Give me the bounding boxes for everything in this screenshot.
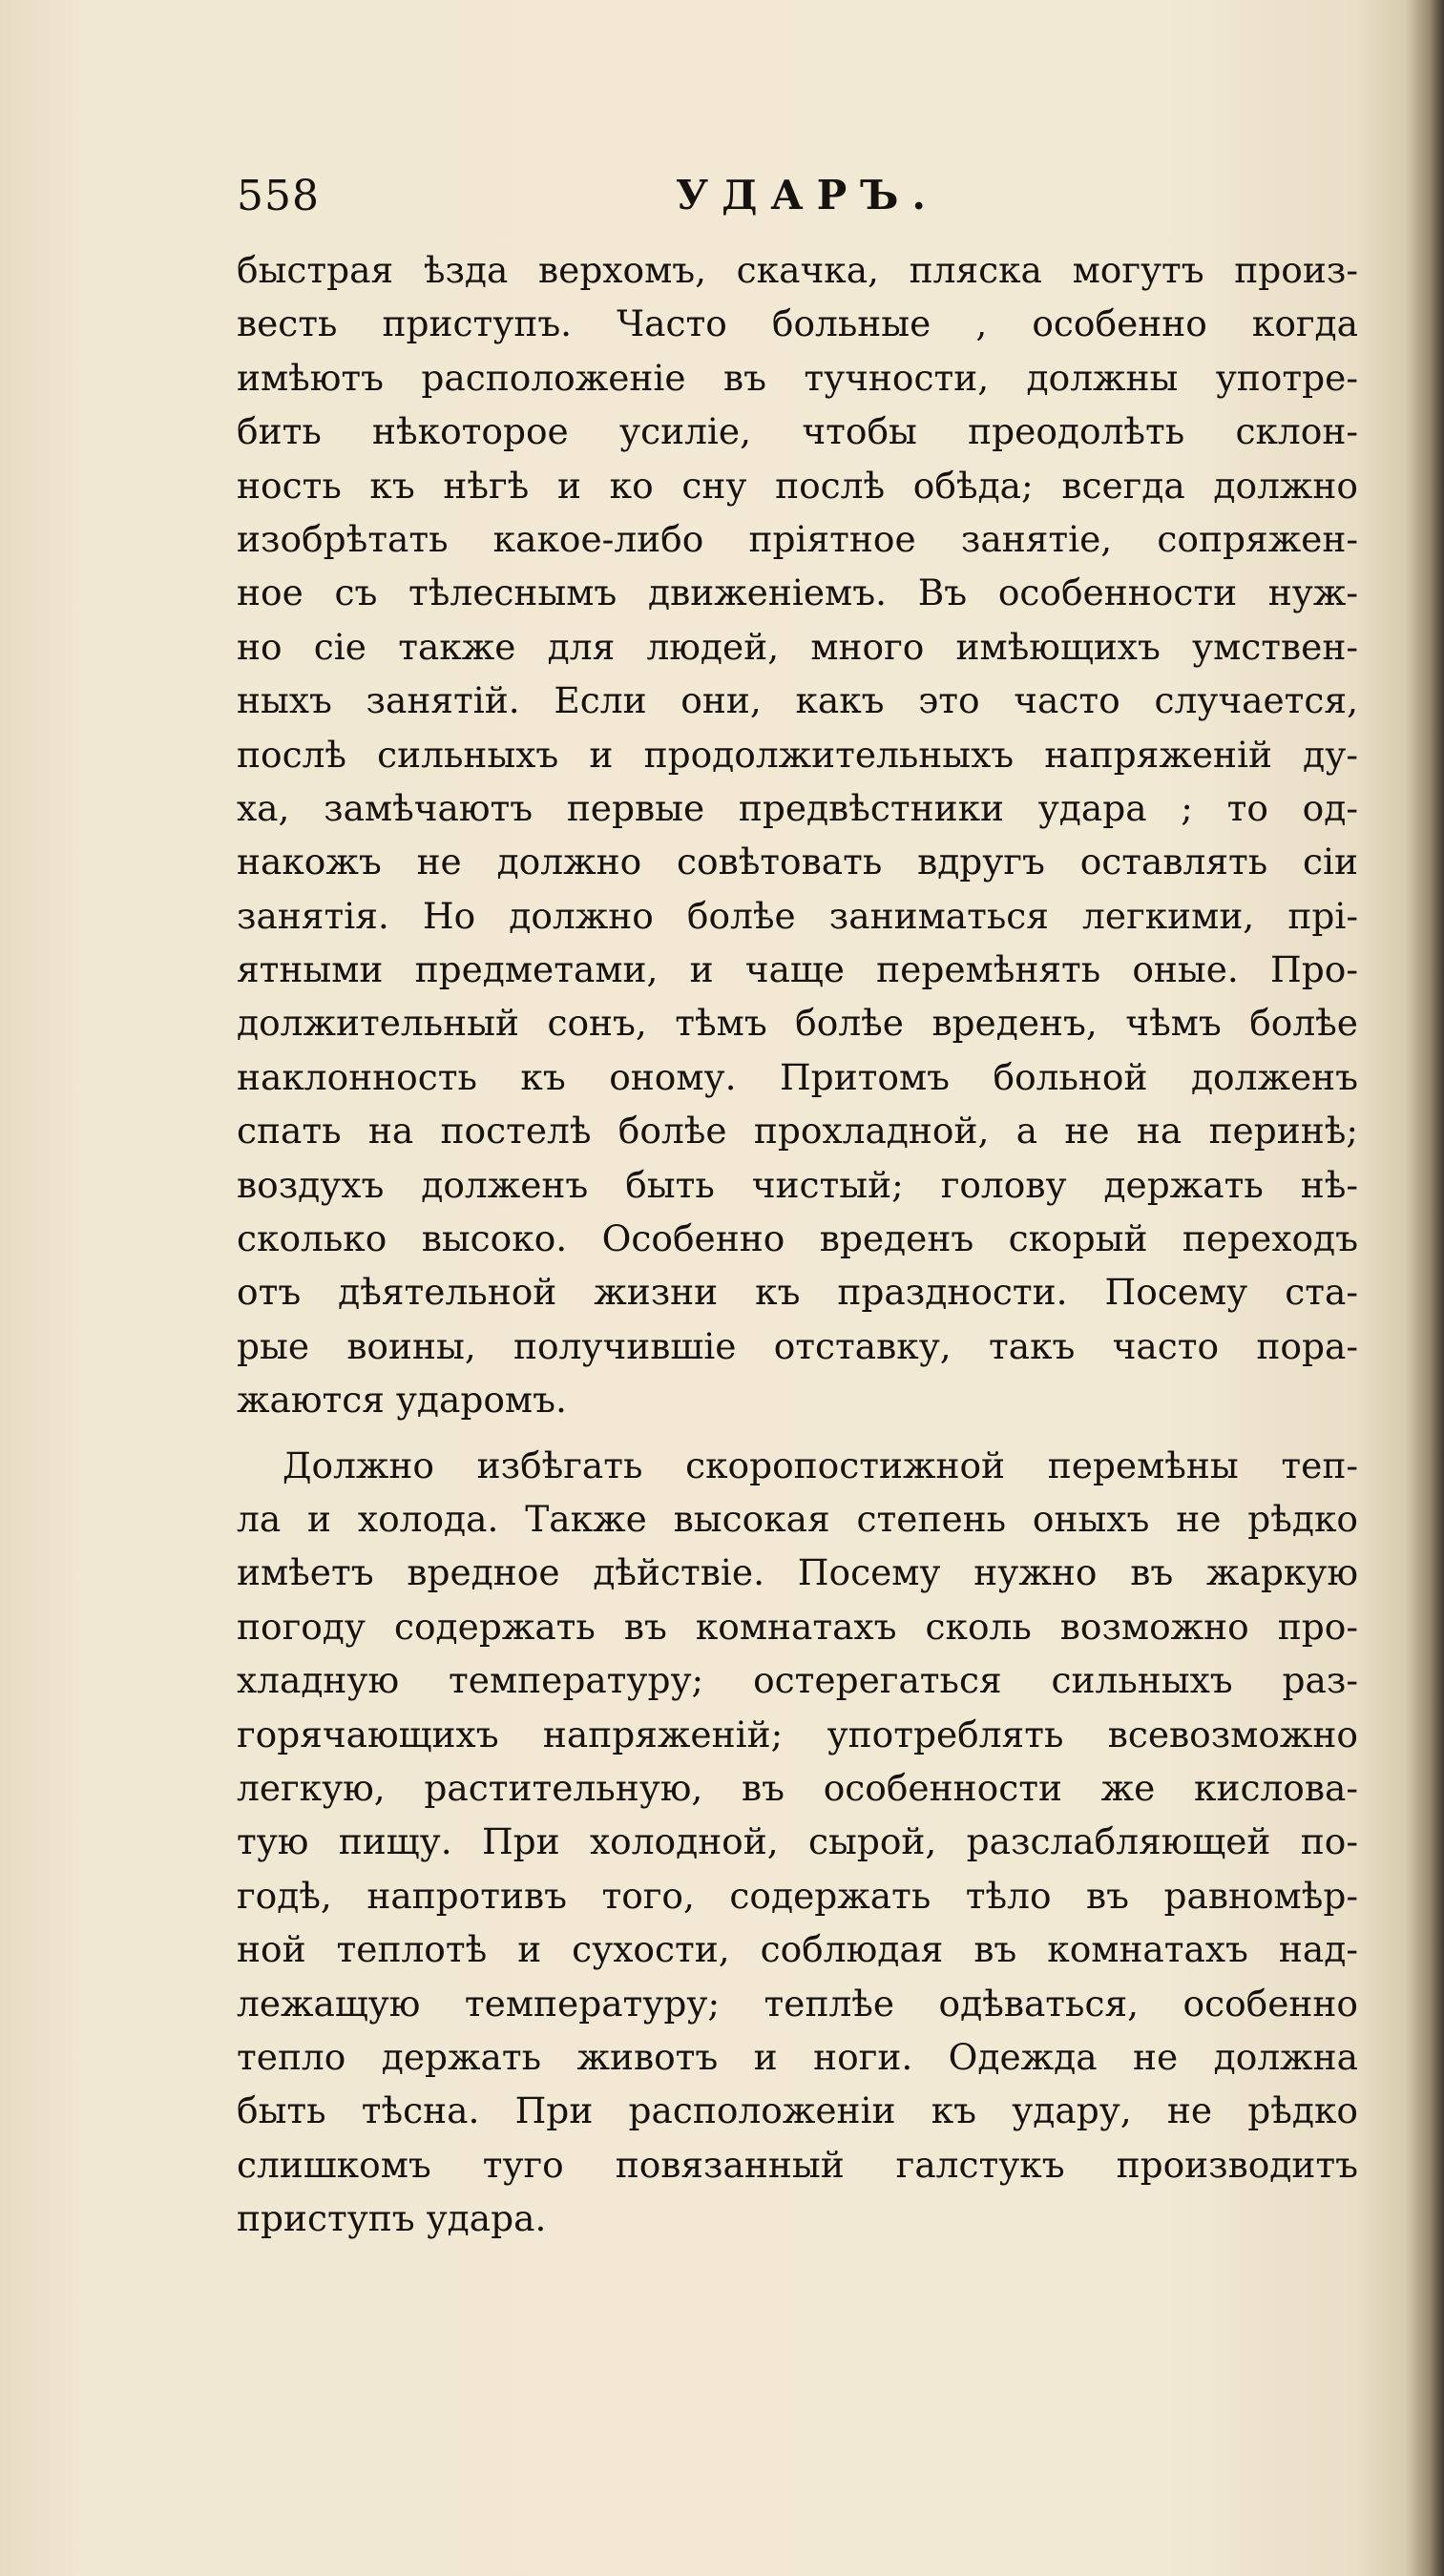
text-line: горячающихъ напряженiй; употреблять всевозможно	[237, 1713, 1358, 1755]
text-line: весть приступъ. Часто больные , особенно когда	[237, 302, 1358, 345]
text-line: ность къ нѣгѣ и ко сну послѣ обѣда; всегда должно	[237, 464, 1358, 507]
page-header	[237, 172, 1191, 229]
text-line: ла и холода. Также высокая степень оныхъ не рѣдко	[237, 1497, 1358, 1540]
text-line: тую пищу. При холодной, сырой, разслабляющей по-	[237, 1820, 1358, 1863]
running-title: УДАРЪ.	[676, 172, 940, 218]
text-line: ной теплотѣ и сухости, соблюдая въ комнатахъ над-	[237, 1928, 1358, 1971]
text-line: отъ дѣятельной жизни къ праздности. Посему ста-	[237, 1271, 1358, 1314]
text-line: легкую, растительную, въ особенности же кислова-	[237, 1766, 1358, 1809]
text-line: рые воины, получившiе отставку, такъ часто пора-	[237, 1324, 1358, 1367]
text-line: занятiя. Но должно болѣе заниматься легкими, прi-	[237, 894, 1358, 937]
text-line: ныхъ занятiй. Если они, какъ это часто случается,	[237, 679, 1358, 722]
text-line: жаются ударомъ.	[237, 1379, 567, 1422]
text-line: имѣютъ расположенiе въ тучности, должны употре-	[237, 356, 1358, 399]
text-line: наклонность къ оному. Притомъ больной долженъ	[237, 1055, 1358, 1098]
text-line: ное съ тѣлеснымъ движенiемъ. Въ особенности нуж-	[237, 571, 1358, 614]
text-line: ятными предметами, и чаще перемѣнять оные. Про-	[237, 948, 1358, 991]
text-line: слишкомъ туго повязанный галстукъ производитъ	[237, 2143, 1358, 2186]
text-line: должительный сонъ, тѣмъ болѣе вреденъ, чѣмъ болѣе	[237, 1002, 1358, 1045]
text-line: лежащую температуру; теплѣе одѣваться, особенно	[237, 1982, 1358, 2025]
text-line: имѣетъ вредное дѣйствiе. Посему нужно въ жаркую	[237, 1551, 1358, 1594]
text-line: приступъ удара.	[237, 2197, 547, 2240]
text-line: погоду содержать въ комнатахъ сколь возможно про-	[237, 1605, 1358, 1648]
page-edge-shadow	[1406, 0, 1444, 2576]
body-text	[237, 243, 1358, 2245]
text-line: быть тѣсна. При расположенiи къ удару, не рѣдко	[237, 2089, 1358, 2132]
paragraph	[237, 1439, 1358, 2246]
text-line: быстрая ѣзда верхомъ, скачка, пляска могутъ произ-	[237, 249, 1358, 291]
text-line: но сiе также для людей, много имѣющихъ умствен-	[237, 625, 1358, 668]
text-line: изобрѣтать какое-либо прiятное занятiе, сопряжен-	[237, 517, 1358, 560]
text-line: спать на постелѣ болѣе прохладной, а не на перинѣ;	[237, 1110, 1358, 1153]
text-line: сколько высоко. Особенно вреденъ скорый переходъ	[237, 1217, 1358, 1260]
text-line: бить нѣкоторое усилiе, чтобы преодолѣть склон-	[237, 410, 1358, 453]
paragraph	[237, 243, 1358, 1427]
text-line: накожъ не должно совѣтовать вдругъ оставлять сiи	[237, 841, 1358, 883]
text-line: ха, замѣчаютъ первые предвѣстники удара ; то од-	[237, 786, 1358, 829]
text-line: хладную температуру; остерегаться сильныхъ раз-	[237, 1659, 1358, 1702]
text-line: послѣ сильныхъ и продолжительныхъ напряженiй ду-	[237, 733, 1358, 776]
page-number: 558	[237, 172, 320, 220]
text-line: тепло держать животъ и ноги. Одежда не должна	[237, 2035, 1358, 2078]
text-line: годѣ, напротивъ того, содержать тѣло въ равномѣр-	[237, 1874, 1358, 1917]
text-line: Должно избѣгать скоропостижной перемѣны теп-	[283, 1444, 1358, 1486]
text-line: воздухъ долженъ быть чистый; голову держать нѣ-	[237, 1163, 1358, 1206]
